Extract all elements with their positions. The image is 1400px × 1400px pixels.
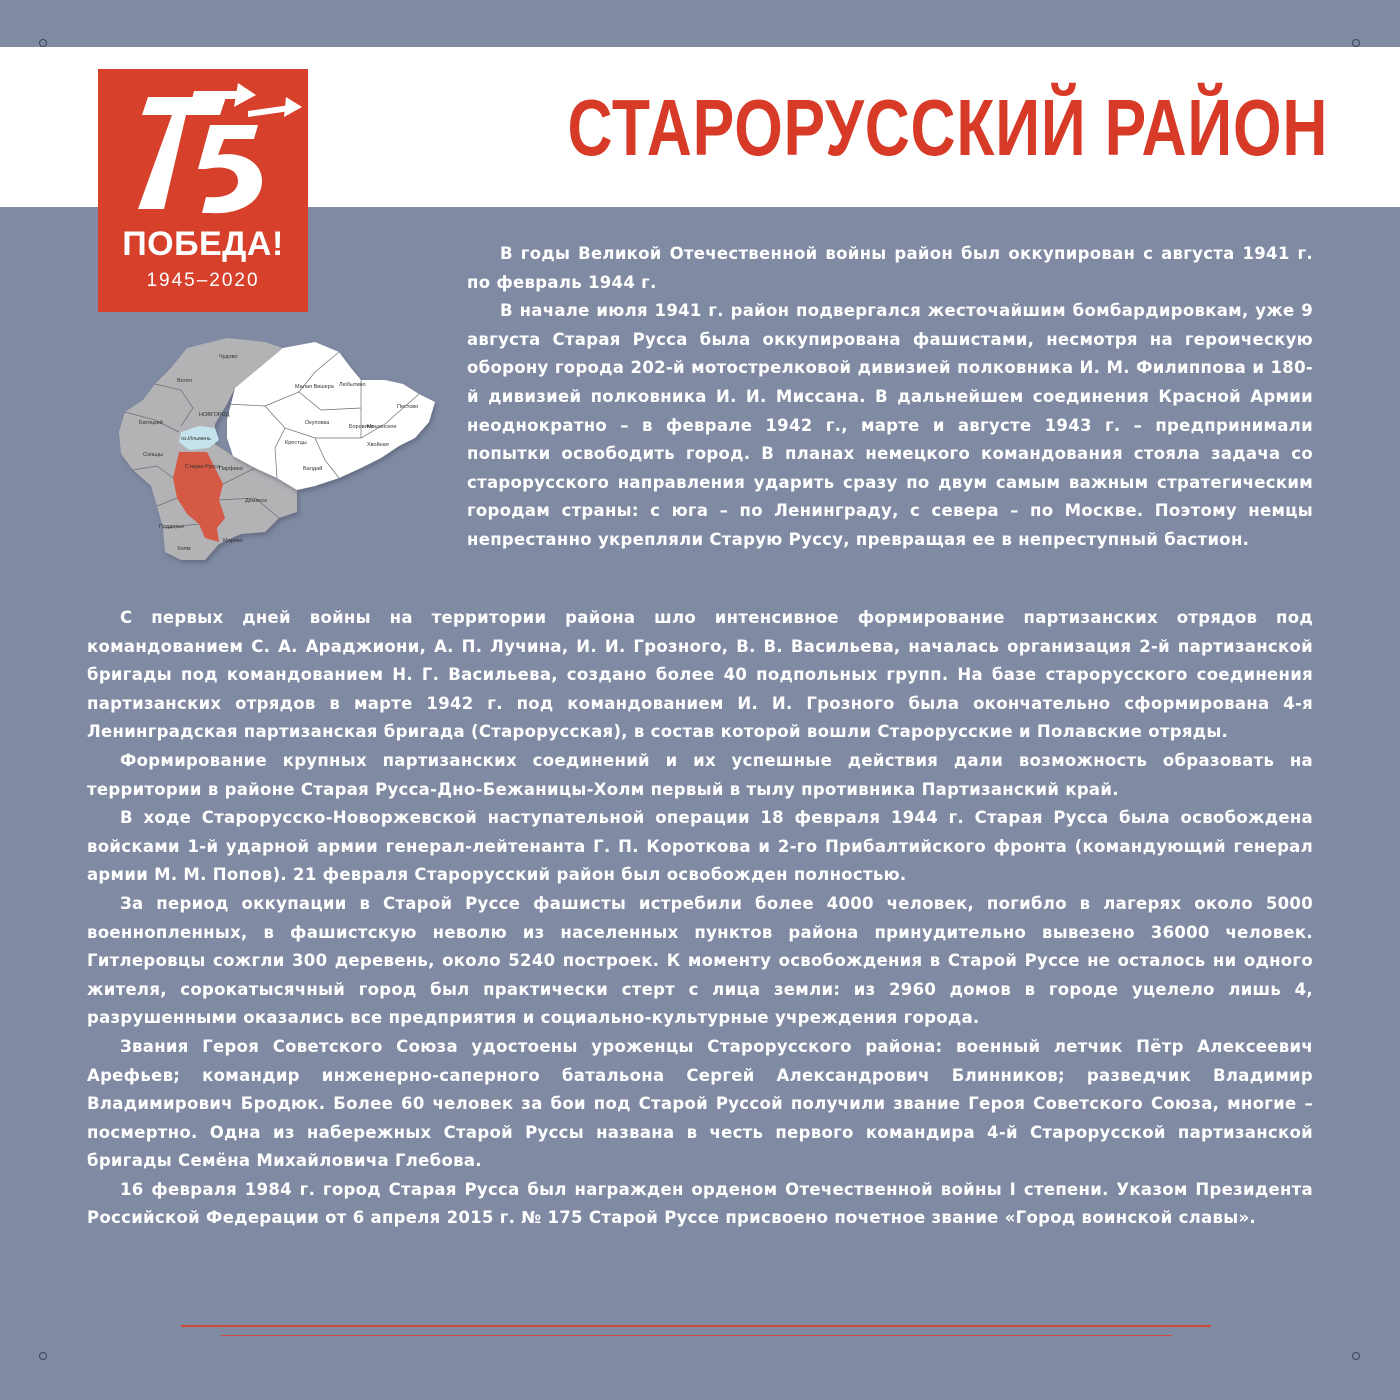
map-label: НОВГОРОД: [199, 412, 230, 418]
logo-arrow-shape: [234, 83, 256, 107]
intro-paragraph: В начале июля 1941 г. район подвергался жесточайшим бомбардировкам, уже 9 августа Старая Русса была оккупирована фашистами, несмотря на героическую оборону города 202-й мотострелковой дивизией полковника И. М. Филиппова и 180-й дивизией полковника И. И. Миссана. В дальнейшем соединения Красной Армии неоднократно – в феврале 1942 г., марте и августе 1943 г. – предпринимали попытки освободить город. В планах немецкого командования стояла задача со старорусского направления ударить сразу по двум самым важным стратегическим городам страны: с юга – по Ленинграду, с севера – по Москве. Поэтому немцы непрестанно укрепляли Старую Руссу, превращая ее в непреступный бастион.: [467, 301, 1313, 549]
map-label: Чудово: [219, 354, 238, 360]
map-label: Холм: [177, 546, 191, 552]
map-label: Демянск: [245, 498, 267, 504]
intro-paragraph: В годы Великой Отечественной войны район был оккупирован с августа 1941 г. по февраль 1944 г.: [467, 244, 1313, 292]
map-label: Батецкий: [139, 420, 163, 426]
novgorod-region-map: [115, 328, 440, 578]
map-label: Марево: [223, 538, 243, 544]
corner-screw: [1352, 1352, 1360, 1360]
map-label: оз.Ильмень: [181, 436, 211, 442]
map-label: Малая Вишера: [295, 384, 334, 390]
body-paragraph: За период оккупации в Старой Руссе фашисты истребили более 4000 человек, погибло в лагерях около 5000 военнопленных, в фашистскую неволю из населенных пунктов района принудительно вывезено 36000 человек. Гитлеровцы сожгли 300 деревень, около 5240 построек. К моменту освобождения в Старой Руссе не осталось ни одного жителя, сорокатысячный город был практически стерт с лица земли: из 2960 домов в городе уцелело лишь 4, разрушенными оказались все предприятия и социально-культурные учреждения города.: [87, 893, 1313, 1028]
map-label: Волот: [177, 378, 193, 384]
logo-word: ПОБЕДА!: [122, 225, 284, 263]
body-paragraph: В ходе Старорусско-Новоржевской наступательной операции 18 февраля 1944 г. Старая Русса была освобождена войсками 1-й ударной армии генерал-лейтенанта Г. П. Короткова и 2-го Прибалтийского фронта (командующий генерал армии М. М. Попов). 21 февраля Старорусский район был освобожден полностью.: [87, 808, 1313, 885]
corner-screw: [39, 1352, 47, 1360]
map-label: Старая Русса: [185, 464, 221, 470]
intro-text: [467, 240, 1313, 555]
logo-five-shape: [198, 125, 262, 213]
logo-arrow-shape: [248, 105, 290, 117]
bottom-rule: [181, 1325, 1211, 1327]
body-paragraph: Звания Героя Советского Союза удостоены уроженцы Старорусского района: военный летчик Пётр Алексеевич Арефьев; командир инженерно-саперного батальона Сергей Александрович Блинников; разведчик Владимир Владимирович Бродюк. Более 60 человек за бои под Старой Руссой получили звание Героя Советского Союза, многие – посмертно. Одна из набережных Старой Руссы названа в честь первого командира 4-й Старорусской партизанской бригады Семёна Михайловича Глебова.: [87, 1036, 1313, 1171]
map-label: Парфино: [219, 466, 243, 472]
body-paragraph: Формирование крупных партизанских соединений и их успешные действия дали возможность образовать на территории в районе Старая Русса-Дно-Бежаницы-Холм первый в тылу противника Партизанский край.: [87, 750, 1313, 799]
logo-arrow-shape: [284, 97, 302, 117]
logo-years: 1945–2020: [146, 270, 260, 291]
map-label: Валдай: [303, 466, 323, 472]
logo-number-graphic: [98, 69, 308, 229]
logo-arrow-shape: [192, 91, 240, 99]
body-paragraph: С первых дней войны на территории района шло интенсивное формирование партизанских отрядов под командованием С. А. Араджиони, А. П. Лучина, И. И. Грозного, В. В. Васильева, началась организация 2-й партизанской бригады под командованием Н. Г. Васильева, создано более 40 подпольных групп. На базе старорусского соединения партизанских отрядов в марте 1942 г. под командованием И. И. Грозного была окончательно сформирована 4-я Ленинградская партизанская бригада (Старорусская), в состав которой вошли Старорусские и Полавские отряды.: [87, 608, 1313, 742]
corner-screw: [1352, 39, 1360, 47]
map-label: Боровичи: [349, 424, 374, 430]
map-label: Любытино: [339, 382, 366, 388]
corner-screw: [39, 39, 47, 47]
map-label: Пестово: [397, 404, 419, 410]
body-text: [87, 604, 1313, 1233]
bottom-rule: [221, 1335, 1172, 1336]
victory-75-logo: [98, 69, 308, 312]
map-label: Хвойная: [367, 442, 389, 448]
map-label: Сольцы: [143, 452, 164, 458]
map-label: Окуловка: [305, 420, 330, 426]
map-label: Крестцы: [285, 440, 307, 446]
map-label: Поддорье: [159, 524, 185, 530]
map-label: Мошенское: [367, 424, 397, 430]
body-paragraph: 16 февраля 1984 г. город Старая Русса был награжден орденом Отечественной войны I степени. Указом Президента Российской Федерации от 6 апреля 2015 г. № 175 Старой Руссе присвоено почетное звание «Город воинской славы».: [87, 1179, 1313, 1228]
page-title: СТАРОРУССКИЙ РАЙОН: [567, 83, 1328, 172]
